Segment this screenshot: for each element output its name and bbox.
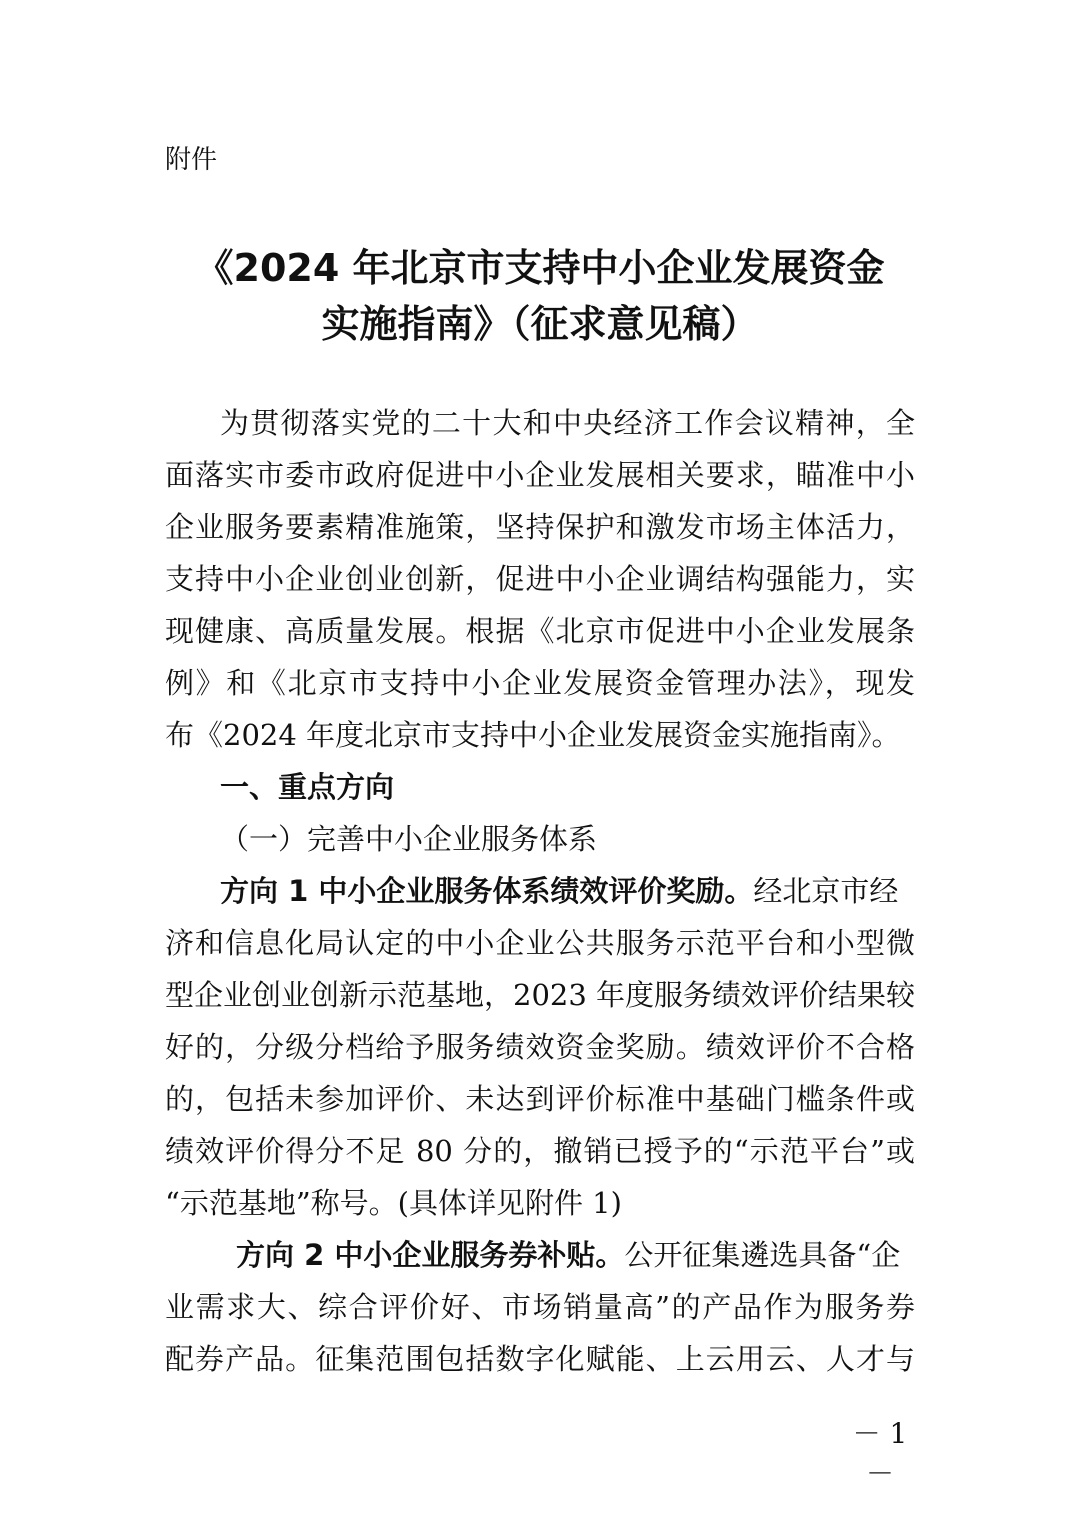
direction-1-line: 济和信息化局认定的中小企业公共服务示范平台和小型微 bbox=[165, 926, 915, 960]
direction-1-line: 好的，分级分档给予服务绩效资金奖励。绩效评价不合格 bbox=[165, 1030, 915, 1064]
direction-2-title: 方向 2 中小企业服务券补贴。 bbox=[236, 1238, 625, 1272]
intro-line: 布《2024 年度北京市支持中小企业发展资金实施指南》。 bbox=[165, 718, 901, 752]
document-title-line-2: 实施指南》（征求意见稿） bbox=[321, 302, 759, 346]
attachment-label: 附件 bbox=[165, 145, 218, 175]
direction-1-line: “示范基地”称号。(具体详见附件 1) bbox=[165, 1186, 622, 1220]
direction-2-text: 公开征集遴选具备“企 bbox=[624, 1238, 901, 1272]
direction-1-line: 型企业创业创新示范基地，2023 年度服务绩效评价结果较 bbox=[165, 978, 915, 1012]
section-heading: 一、重点方向 bbox=[220, 770, 395, 804]
intro-line: 例》和《北京市支持中小企业发展资金管理办法》，现发 bbox=[165, 666, 915, 700]
intro-line: 企业服务要素精准施策，坚持保护和激发市场主体活力， bbox=[165, 510, 915, 544]
intro-line: 为贯彻落实党的二十大和中央经济工作会议精神，全 bbox=[220, 406, 915, 440]
document-title-line-1: 《2024 年北京市支持中小企业发展资金 bbox=[195, 246, 885, 290]
direction-1-title: 方向 1 中小企业服务体系绩效评价奖励。 bbox=[220, 874, 754, 908]
direction-2-line: 配券产品。征集范围包括数字化赋能、上云用云、人才与 bbox=[165, 1342, 915, 1376]
subsection-heading: （一）完善中小企业服务体系 bbox=[220, 822, 598, 856]
intro-line: 现健康、高质量发展。根据《北京市促进中小企业发展条 bbox=[165, 614, 915, 648]
direction-1-line: 绩效评价得分不足 80 分的，撤销已授予的“示范平台”或 bbox=[165, 1134, 915, 1168]
intro-line: 面落实市委市政府促进中小企业发展相关要求，瞄准中小 bbox=[165, 458, 915, 492]
direction-1-text: 经北京市经 bbox=[753, 874, 899, 908]
intro-line: 支持中小企业创业创新，促进中小企业调结构强能力，实 bbox=[165, 562, 915, 596]
direction-1-line: 的，包括未参加评价、未达到评价标准中基础门槛条件或 bbox=[165, 1082, 915, 1116]
direction-2-first-line bbox=[236, 1235, 915, 1275]
page-number: － 1 － bbox=[852, 1417, 908, 1490]
direction-1-first-line bbox=[220, 871, 915, 911]
direction-2-line: 业需求大、综合评价好、市场销量高”的产品作为服务券 bbox=[165, 1290, 915, 1324]
